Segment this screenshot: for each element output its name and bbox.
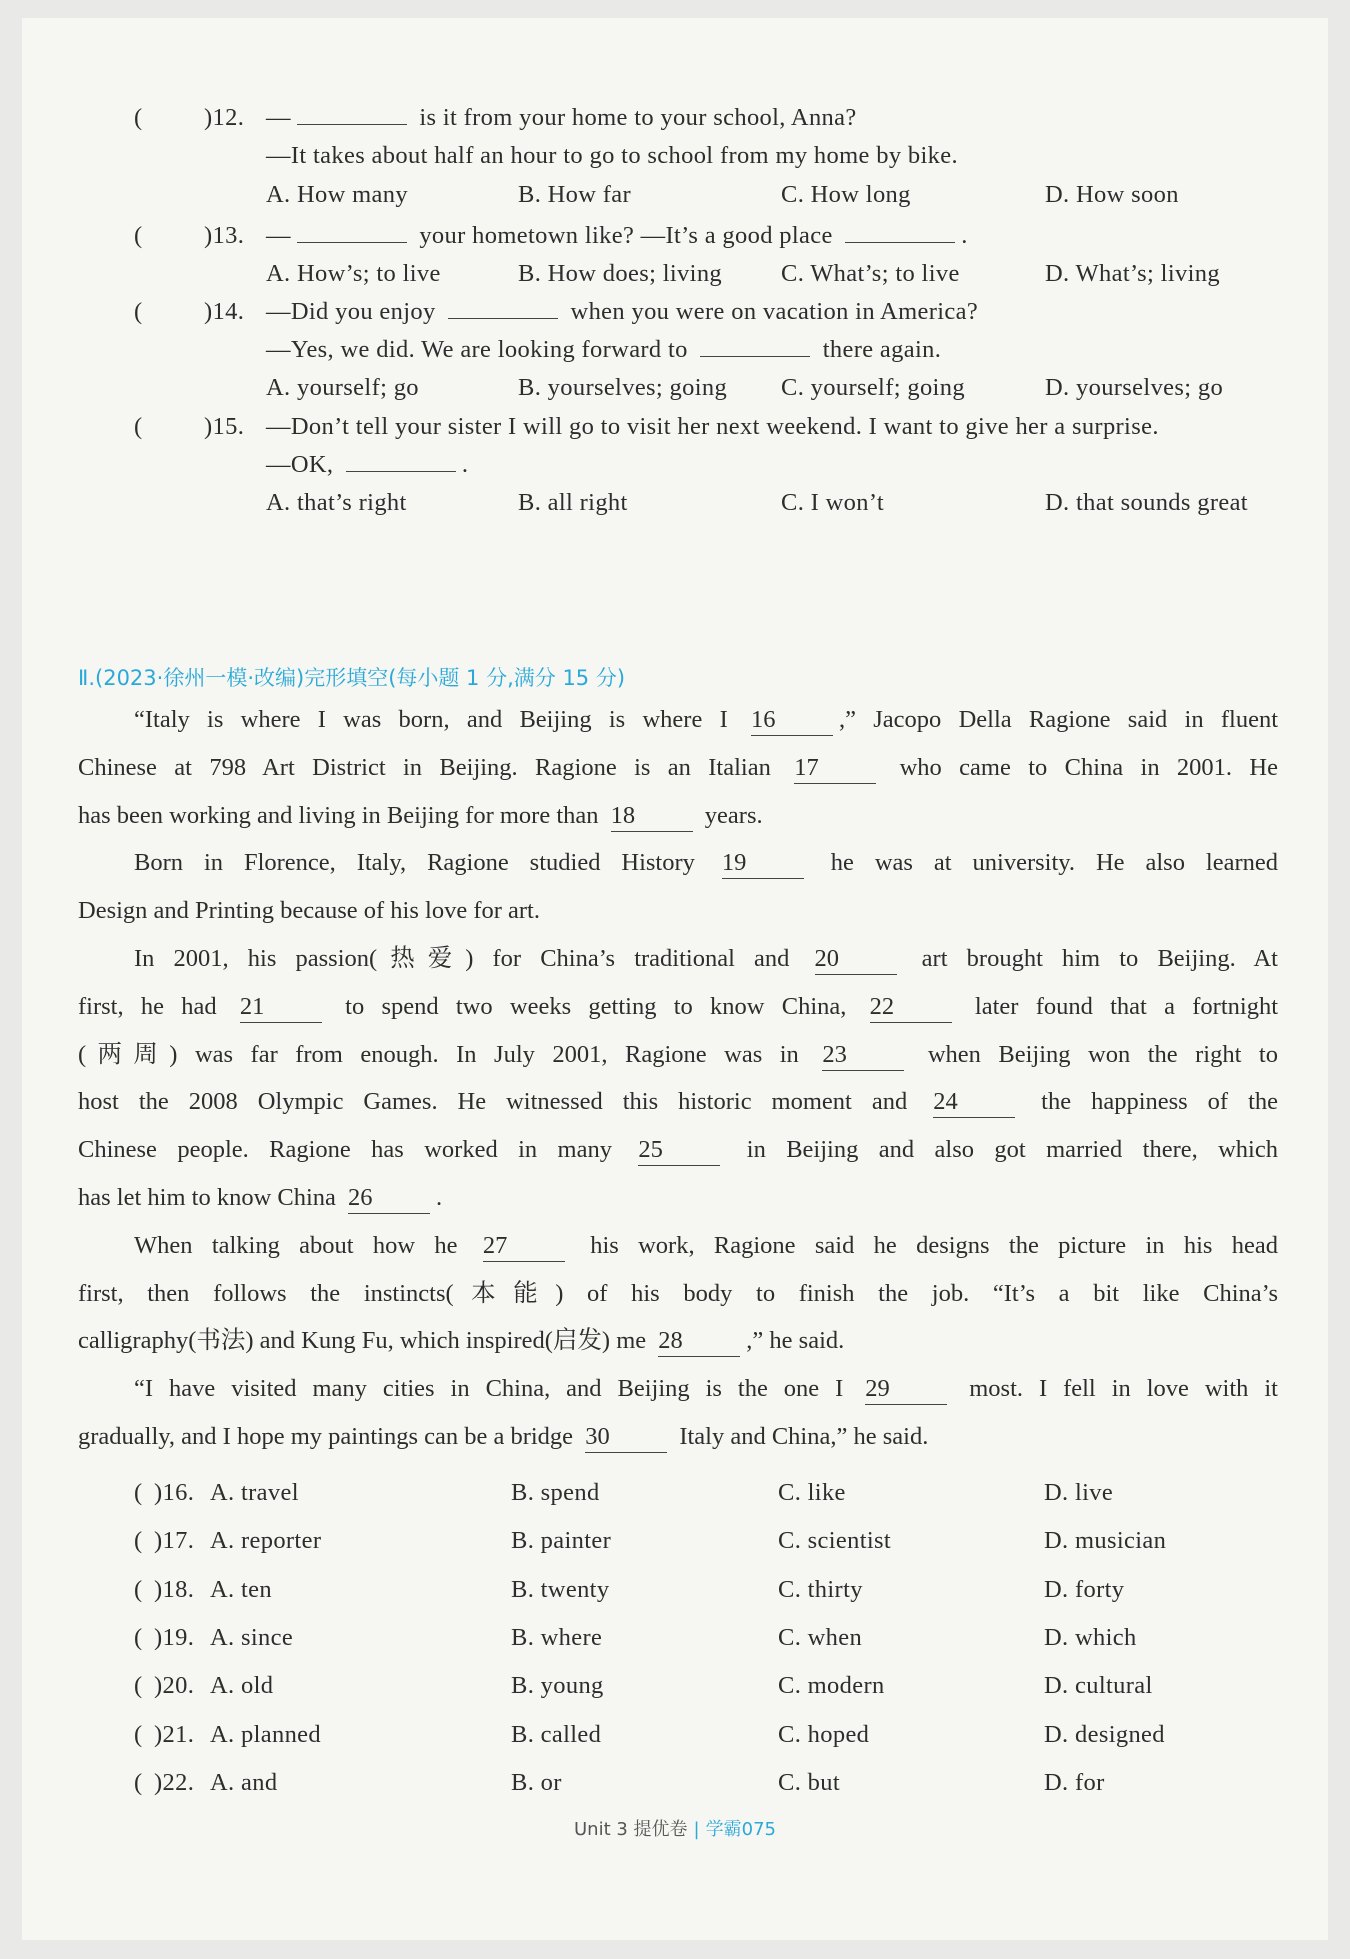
option-b: B. How far — [518, 181, 632, 208]
text-run: gradually, and I hope my paintings can be a bridge — [78, 1422, 580, 1450]
option-c: C. hoped — [778, 1720, 870, 1748]
question-reply: —It takes about half an hour to go to school from my home by bike. — [266, 142, 958, 169]
text-run: who came to China in 2001. He — [882, 753, 1278, 781]
answer-paren: ( — [134, 104, 143, 131]
numbered-blank: 29 — [865, 1374, 947, 1405]
text-run: “Italy is where I was born, and Beijing is where I — [134, 706, 746, 733]
option-c: C. yourself; going — [781, 374, 965, 401]
cloze-passage — [78, 696, 1278, 1461]
passage-line — [78, 744, 1278, 792]
footer-page-number: 075 — [741, 1819, 776, 1840]
question-number: )13. — [204, 222, 245, 249]
option-d: D. musician — [1044, 1527, 1167, 1555]
numbered-blank: 30 — [585, 1422, 667, 1453]
option-c: C. What’s; to live — [781, 260, 960, 287]
option-d: D. designed — [1044, 1720, 1165, 1748]
numbered-blank: 17 — [794, 753, 876, 784]
option-a: A. old — [210, 1672, 274, 1700]
option-d: D. which — [1044, 1623, 1137, 1651]
answer-paren: ( — [134, 1720, 143, 1748]
option-c: C. modern — [778, 1672, 885, 1700]
answer-paren: ( — [134, 222, 143, 249]
option-c: C. How long — [781, 181, 911, 208]
answer-paren: ( — [134, 413, 143, 440]
option-a: A. How’s; to live — [266, 260, 441, 287]
text-run: art brought him to Beijing. At — [902, 944, 1278, 972]
text-run: —Yes, we did. We are looking forward to — [266, 336, 695, 363]
option-c: C. scientist — [778, 1527, 892, 1555]
numbered-blank: 22 — [870, 992, 952, 1023]
question-reply — [266, 445, 468, 485]
passage-line — [78, 1222, 1278, 1270]
option-d: D. How soon — [1045, 181, 1179, 208]
option-b: B. painter — [511, 1527, 612, 1555]
option-a: A. ten — [210, 1575, 272, 1603]
text-run: . — [461, 451, 469, 478]
option-b: B. spend — [511, 1479, 600, 1506]
passage-line — [78, 839, 1278, 887]
section-title: Ⅱ.(2023·徐州一模·改编)完形填空(每小题 1 分,满分 15 分) — [78, 666, 626, 690]
numbered-blank: 23 — [822, 1040, 904, 1071]
question-stem — [266, 292, 978, 332]
answer-blank — [448, 292, 558, 319]
passage-line — [78, 1031, 1278, 1079]
answer-blank — [297, 98, 407, 125]
question-stem — [266, 98, 857, 138]
option-d: D. cultural — [1044, 1672, 1153, 1700]
text-run: his work, Ragione said he designs the picture in his head — [570, 1231, 1278, 1259]
worksheet-page — [22, 18, 1328, 1940]
passage-line — [78, 935, 1278, 983]
text-run: When talking about how he — [134, 1231, 477, 1259]
text-run: “I have visited many cities in China, and Beijing is the one I — [134, 1375, 860, 1403]
passage-line — [78, 1365, 1278, 1413]
text-run: calligraphy(书法) and Kung Fu, which inspired(启发) me — [78, 1327, 653, 1355]
answer-paren: ( — [134, 1623, 143, 1651]
answer-blank — [700, 330, 810, 357]
question-number: )16. — [154, 1479, 195, 1506]
option-d: D. that sounds great — [1045, 489, 1248, 516]
text-run: to spend two weeks getting to know China, — [327, 992, 864, 1020]
text-run: when Beijing won the right to — [910, 1040, 1278, 1068]
question-number: )18. — [154, 1575, 195, 1603]
text-run: when you were on vacation in America? — [564, 298, 979, 325]
option-a: A. How many — [266, 181, 408, 208]
text-run: In 2001, his passion(热爱) for China’s traditional and — [134, 944, 809, 972]
option-c: C. like — [778, 1479, 846, 1506]
text-run: — — [266, 222, 291, 249]
numbered-blank: 24 — [933, 1087, 1015, 1118]
option-d: D. live — [1044, 1479, 1114, 1506]
option-b: B. yourselves; going — [518, 374, 728, 401]
numbered-blank: 26 — [348, 1183, 430, 1214]
answer-paren: ( — [134, 1527, 143, 1555]
option-b: B. all right — [518, 489, 628, 516]
text-run: —OK, — [266, 451, 340, 478]
text-run: first, then follows the instincts(本能) of his body to finish the job. “It’s a bit like China’s — [78, 1279, 1278, 1307]
numbered-blank: 28 — [658, 1326, 740, 1357]
worksheet-content — [22, 18, 1328, 1940]
text-run: Chinese people. Ragione has worked in many — [78, 1136, 633, 1164]
text-run: in Beijing and also got married there, which — [726, 1136, 1278, 1164]
question-reply — [266, 330, 941, 370]
option-d: D. yourselves; go — [1045, 374, 1224, 401]
question-number: )12. — [204, 104, 245, 131]
text-run: —Did you enjoy — [266, 298, 443, 325]
text-run: is it from your home to your school, Anna? — [412, 104, 857, 131]
text-run: there again. — [816, 336, 942, 363]
option-a: A. since — [210, 1623, 294, 1651]
numbered-blank: 20 — [815, 944, 897, 975]
text-run: . — [961, 222, 968, 249]
passage-line — [78, 792, 1278, 840]
passage-line — [78, 983, 1278, 1031]
question-number: )20. — [154, 1672, 195, 1700]
passage-line — [78, 887, 1278, 935]
passage-line — [78, 1270, 1278, 1318]
answer-paren: ( — [134, 1479, 143, 1506]
option-a: A. planned — [210, 1720, 321, 1748]
question-stem: —Don’t tell your sister I will go to visit her next weekend. I want to give her a surprise. — [266, 413, 1159, 440]
passage-line — [78, 696, 1278, 744]
passage-line — [78, 1126, 1278, 1174]
numbered-blank: 25 — [638, 1135, 720, 1166]
text-run: (两周) was far from enough. In July 2001, Ragione was in — [78, 1040, 817, 1068]
passage-line — [78, 1174, 1278, 1222]
text-run: has been working and living in Beijing for more than — [78, 801, 605, 829]
question-number: )22. — [154, 1768, 195, 1796]
option-a: A. travel — [210, 1479, 299, 1506]
text-run: later found that a fortnight — [957, 992, 1279, 1020]
text-run: most. I fell in love with it — [953, 1375, 1278, 1403]
answer-paren: ( — [134, 1575, 143, 1603]
question-number: )14. — [204, 298, 245, 325]
text-run: ,” he said. — [746, 1327, 845, 1355]
question-number: )19. — [154, 1623, 195, 1651]
text-run: Italy and China,” he said. — [673, 1422, 929, 1450]
footer-separator: | — [693, 1819, 700, 1840]
text-run: host the 2008 Olympic Games. He witnessed this historic moment and — [78, 1088, 928, 1116]
answer-blank — [346, 445, 456, 472]
text-run: ,” Jacopo Della Ragione said in fluent — [839, 706, 1278, 733]
option-d: D. forty — [1044, 1575, 1125, 1603]
passage-line — [78, 1413, 1278, 1461]
footer-unit: Unit 3 提优卷 — [574, 1819, 688, 1840]
text-run: . — [436, 1183, 443, 1211]
numbered-blank: 19 — [722, 848, 804, 879]
answer-paren: ( — [134, 1768, 143, 1796]
option-a: A. and — [210, 1768, 278, 1796]
option-b: B. where — [511, 1623, 603, 1651]
answer-blank — [297, 216, 407, 243]
question-number: )21. — [154, 1720, 195, 1748]
numbered-blank: 27 — [483, 1231, 565, 1262]
passage-line — [78, 1078, 1278, 1126]
text-run: the happiness of the — [1021, 1088, 1278, 1116]
answer-blank — [845, 216, 955, 243]
option-b: B. How does; living — [518, 260, 723, 287]
option-d: D. for — [1044, 1768, 1105, 1796]
numbered-blank: 16 — [751, 705, 833, 736]
option-c: C. I won’t — [781, 489, 885, 516]
answer-paren: ( — [134, 298, 143, 325]
option-b: B. twenty — [511, 1575, 610, 1603]
option-b: B. young — [511, 1672, 604, 1700]
text-run: Design and Printing because of his love for art. — [78, 897, 540, 925]
answer-paren: ( — [134, 1672, 143, 1700]
text-run: he was at university. He also learned — [809, 849, 1278, 877]
text-run: — — [266, 104, 291, 131]
passage-line — [78, 1317, 1278, 1365]
question-number: )15. — [204, 413, 245, 440]
text-run: years. — [698, 801, 763, 829]
text-run: Chinese at 798 Art District in Beijing. Ragione is an Italian — [78, 753, 789, 781]
text-run: Born in Florence, Italy, Ragione studied History — [134, 849, 716, 877]
option-c: C. but — [778, 1768, 840, 1796]
page-footer — [22, 1815, 1328, 1841]
text-run: has let him to know China — [78, 1183, 343, 1211]
option-a: A. that’s right — [266, 489, 407, 516]
footer-brand: 学霸 — [705, 1819, 742, 1840]
option-b: B. called — [511, 1720, 602, 1748]
option-c: C. thirty — [778, 1575, 863, 1603]
text-run: your hometown like? —It’s a good place — [412, 222, 840, 249]
option-b: B. or — [511, 1768, 562, 1796]
numbered-blank: 18 — [611, 801, 693, 832]
option-d: D. What’s; living — [1045, 260, 1220, 287]
option-a: A. reporter — [210, 1527, 322, 1555]
question-number: )17. — [154, 1527, 195, 1555]
question-stem — [266, 216, 968, 256]
option-a: A. yourself; go — [266, 374, 419, 401]
numbered-blank: 21 — [240, 992, 322, 1023]
option-c: C. when — [778, 1623, 863, 1651]
text-run: first, he had — [78, 992, 234, 1020]
